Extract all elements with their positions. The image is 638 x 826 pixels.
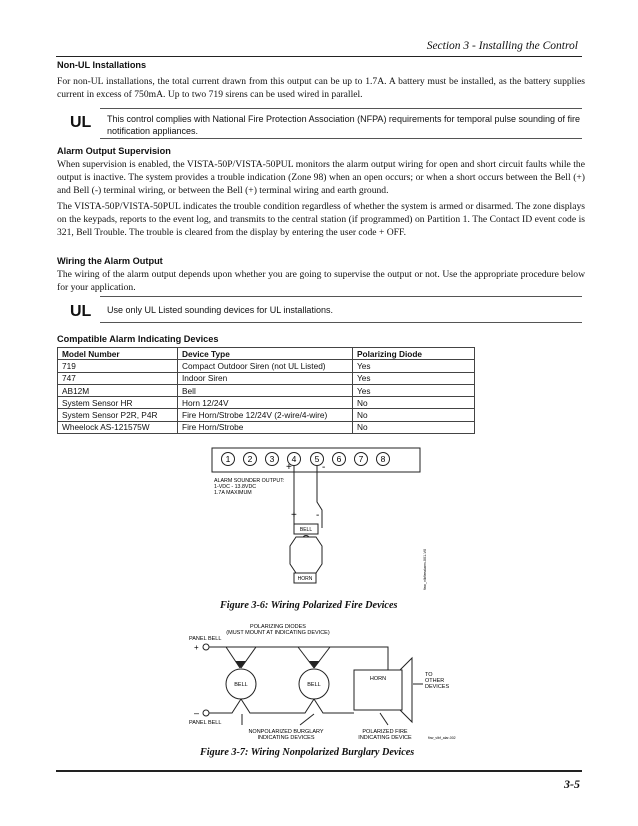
nonpolarized-label-2: INDICATING DEVICES [257,735,315,741]
table-cell: No [353,421,475,433]
ul-logo-2: UL [70,303,92,320]
terminal-number: 3 [269,454,275,464]
table-cell: Fire Horn/Strobe 12/24V (2-wire/4-wire) [178,409,353,421]
supervision-paragraph-1: When supervision is enabled, the VISTA-50P/VISTA-50PUL monitors the alarm output wiring for open and short circuit faults while the output is inactive. The system provides a trouble indication (Zone 98) when an open occurs; or when a short occurs between the Bell (+) and Bell (-) terminal wiring, or between the Bell (+) terminal wiring and earth ground. [57,159,585,197]
terminal-number: 1 [225,454,231,464]
footer-rule [56,770,582,772]
table-cell: Yes [353,372,475,384]
ul-note-top-rule [100,108,582,109]
diodes-label-1: POLARIZING DIODES [250,624,306,630]
figure-code: firw_vlbf_alar-002 [428,736,456,740]
col-header: Polarizing Diode [353,348,475,360]
pointer-bell-2 [300,714,314,725]
section-header: Section 3 - Installing the Control [426,40,578,52]
wire-bell1-right-top [241,647,256,668]
diode-2 [309,661,320,668]
pointer-horn [380,713,388,725]
wire-bell2-left-top [298,647,314,668]
terminal-number: 8 [380,454,386,464]
horn-label: HORN [369,676,387,682]
table-cell: Horn 12/24V [178,397,353,409]
table-cell: AB12M [58,384,178,396]
terminal-number: 7 [358,454,364,464]
figure-3-7-diagram [0,618,638,746]
wire-bell1-bottom [209,699,241,713]
figure-3-6-diagram [0,440,638,600]
table-row [58,372,475,384]
table-row [58,384,475,396]
table-header-row [58,348,475,360]
nonpolarized-label-1: NONPOLARIZED BURGLARY [248,729,324,735]
heading-supervision: Alarm Output Supervision [57,146,171,156]
ul-note-2-bottom-rule [100,322,582,323]
heading-non-ul: Non-UL Installations [57,60,147,70]
panel-plus: + [194,643,199,652]
table-row [58,397,475,409]
table-cell: Yes [353,360,475,372]
bell-minus: - [316,510,320,521]
output-label-1: ALARM SOUNDER OUTPUT: [214,478,285,484]
panel-bell-top-label: PANEL BELL [189,636,222,642]
figure-3-6-caption: Figure 3-6: Wiring Polarized Fire Devices [220,600,398,611]
table-cell: 747 [58,372,178,384]
to-other-label-1: TO [425,672,433,678]
supervision-paragraph-2: The VISTA-50P/VISTA-50PUL indicates the trouble condition regardless of whether the system is armed or disarmed. The zone displays on the keypads, reports to the event log, and transmits to the central station (if programmed) on Partition 1. The Contact ID event code is 321, Bell Trouble. The trouble is cleared from the display by entering the user code + OFF. [57,201,585,239]
ul-note-text: This control complies with National Fire Protection Association (NFPA) requirements for temporal pulse sounding of fire notification appliances. [107,114,581,136]
horn-label: HORN [297,576,313,582]
terminal-number: 5 [314,454,320,464]
panel-plus-terminal [203,644,209,650]
to-other-label-2: OTHER [425,678,445,684]
terminal-number: 2 [247,454,253,464]
compatible-devices-table [57,347,475,434]
figure-code: firw_vlbfirealarm-001-V0 [423,548,427,590]
wire-bell2-bottom [241,699,314,713]
table-cell: Bell [178,384,353,396]
diode-1 [235,661,246,668]
table-row [58,409,475,421]
bell-2-label: BELL [307,682,321,688]
polarized-label-1: POLARIZED FIRE [362,729,408,735]
table-cell: 719 [58,360,178,372]
output-label-2: 1-VDC - 13.8VDC [214,484,257,490]
table-row [58,421,475,433]
header-rule [56,56,582,57]
panel-minus: – [194,708,200,718]
bell-label: BELL [299,527,313,533]
table-cell: Compact Outdoor Siren (not UL Listed) [178,360,353,372]
ul-logo: UL [70,114,92,131]
polarized-label-2: INDICATING DEVICE [358,735,412,741]
table-cell: System Sensor HR [58,397,178,409]
table-cell: Wheelock AS-121575W [58,421,178,433]
panel-minus-terminal [203,710,209,716]
wire-bottom [314,699,354,713]
table-cell: Yes [353,384,475,396]
bell-1-label: BELL [234,682,248,688]
table-cell: No [353,397,475,409]
bell-plus: + [291,510,297,521]
page-number: 3-5 [564,777,580,791]
table-cell: System Sensor P2R, P4R [58,409,178,421]
terminal-plus: + [286,462,292,473]
terminal-number: 6 [336,454,342,464]
heading-wiring: Wiring the Alarm Output [57,256,163,266]
table-cell: Indoor Siren [178,372,353,384]
terminal-minus: - [322,462,326,473]
output-label-3: 1.7A MAXIMUM [214,490,252,496]
figure-3-7-caption: Figure 3-7: Wiring Nonpolarized Burglary Devices [200,747,415,758]
device-outline [290,537,322,573]
panel-bell-bottom-label: PANEL BELL [189,720,222,726]
diodes-label-2: (MUST MOUNT AT INDICATING DEVICE) [226,630,330,636]
col-header: Model Number [58,348,178,360]
non-ul-paragraph: For non-UL installations, the total current drawn from this output can be up to 1.7A. A battery must be installed, as the battery supplies current in excess of 750mA. Up to two 719 sirens can be used wired in parallel. [57,76,585,101]
heading-compatible-devices: Compatible Alarm Indicating Devices [57,334,219,344]
ul-note-2-text: Use only UL Listed sounding devices for UL installations. [107,305,333,315]
wiring-paragraph: The wiring of the alarm output depends upon whether you are going to supervise the output or not. Use the appropriate procedure below for your application. [57,269,585,294]
ul-note-2-top-rule [100,296,582,297]
table-cell: Fire Horn/Strobe [178,421,353,433]
ul-note-bottom-rule [100,138,582,139]
to-other-label-3: DEVICES [425,684,450,690]
col-header: Device Type [178,348,353,360]
table-row [58,360,475,372]
terminal-number: 4 [291,454,297,464]
table-cell: No [353,409,475,421]
wire-bell1-left-top [226,647,240,668]
